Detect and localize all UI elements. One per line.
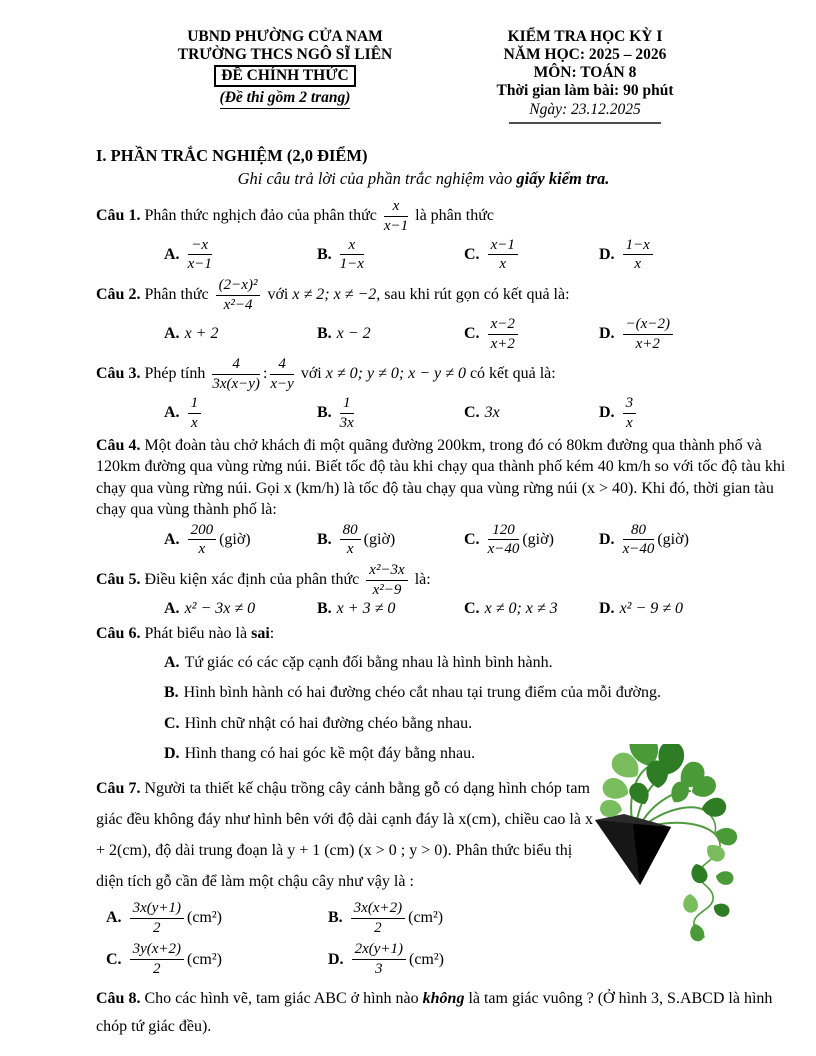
question-label: Câu 7. [96,779,141,797]
question-1-options [96,236,790,275]
question-6-option-B: B. Hình bình hành có hai đường chéo cắt nhau tại trung điểm của mỗi đường. [164,684,661,702]
question-2-options [96,315,790,354]
fraction: $\frac{2x(y+1)}{3}$ [352,941,406,978]
question-1-option-C [464,236,599,275]
page-count-note: (Đề thi gồm 2 trang) [220,89,351,109]
question-4-option-D: D. $\frac{80}{x-40}$ (giờ) [599,521,689,558]
question-label: Câu 2. [96,286,141,304]
plant-pot-figure [592,744,777,949]
fraction: $\frac{\text{(2−x)²}}{\text{x²−4}}$ [216,277,261,314]
question-5-option-C: C. x ≠ 0; x ≠ 3 [464,599,558,617]
question-1-option-D [599,236,656,275]
option-letter: D. [164,745,180,763]
fraction: $\frac{\text{x²−3x}}{\text{x²−9}}$ [366,562,407,599]
question-label: Câu 6. [96,624,141,642]
option-letter: B. [317,404,332,422]
question-label: Câu 1. [96,206,141,224]
question-label: Câu 8. [96,989,141,1007]
question-5-options [96,600,790,618]
question-5-stem: Câu 5. Điều kiện xác định của phân thức $\frac{\text{x²−3x}}{\text{x²−9}}$ là: [96,562,431,598]
question-3-options [96,394,790,433]
question-7-option-B: B. $\frac{3x(x+2)}{2}$ (cm²) [328,899,444,936]
question-7-option-C: C. $\frac{3y(x+2)}{2}$ (cm²) [106,941,222,978]
fraction: $\frac{3x(y+1)}{2}$ [130,900,184,937]
header-right [435,28,735,124]
option-letter: A. [164,599,180,617]
option-letter: C. [464,404,480,422]
question-3 [96,355,790,432]
option-letter: D. [599,404,615,422]
question-2-option-C [464,315,599,354]
question-1-option-A [164,236,317,275]
option-letter: C. [464,599,480,617]
section-instruction: Ghi câu trả lời của phần trắc nghiệm vào giấy kiểm tra. [237,169,610,188]
question-5-option-A: A. x² − 3x ≠ 0 [164,599,256,617]
option-letter: B. [317,325,332,343]
option-letter: C. [464,530,480,548]
fraction: $\frac{200}{x}$ [188,522,217,559]
fraction: $\frac{3x(x+2)}{2}$ [351,900,405,937]
question-2 [96,276,790,353]
question-3-option-A [164,394,317,433]
option-letter: D. [599,325,615,343]
fraction: $\frac{-x}{x-1}$ [187,236,212,273]
question-6-option-C: C. Hình chữ nhật có hai đường chéo bằng nhau. [164,714,473,732]
subject: MÔN: TOÁN 8 [533,64,637,81]
question-label: Câu 5. [96,571,141,589]
option-letter: B. [317,530,332,548]
question-label: Câu 3. [96,365,141,383]
section-title: I. PHẦN TRẮC NGHIỆM (2,0 ĐIỂM) [96,146,368,165]
fraction: $\frac{3}{x}$ [623,395,637,432]
question-1-option-B [317,236,464,275]
exam-date: Ngày: 23.12.2025 [509,101,661,124]
option-letter: B. [317,245,332,263]
option-letter: A. [164,530,180,548]
question-6-stem: Câu 6. Phát biểu nào là sai: [96,624,275,642]
question-1 [96,197,790,274]
exam-title: KIỂM TRA HỌC KỲ I [507,28,663,45]
question-2-option-B: B. x − 2 [317,325,371,343]
fraction: $\frac{120}{x-40}$ [487,521,520,558]
option-letter: A. [164,245,180,263]
question-2-stem: Câu 2. Phân thức $\frac{\text{(2−x)²}}{\text{x²−4}}$ với x ≠ 2; x ≠ −2, sau khi rút gọn có kết quả là: [96,277,570,313]
fraction: $\frac{x-2}{x+2}$ [488,316,518,353]
option-letter: B. [164,684,179,702]
option-letter: A. [164,653,180,671]
question-6-option-D: D. Hình thang có hai góc kề một đáy bằng nhau. [164,745,476,763]
fraction: $\frac{-(x-2)}{x+2}$ [623,316,673,353]
question-4-options [96,521,790,560]
fraction: $\frac{80}{x}$ [340,522,361,559]
question-7-option-D: D. $\frac{2x(y+1)}{3}$ (cm²) [328,941,444,978]
option-letter: D. [599,599,615,617]
option-letter: D. [599,530,615,548]
option-letter: D. [328,950,344,968]
question-7-option-A: A. $\frac{3x(y+1)}{2}$ (cm²) [106,899,222,936]
school-name: TRƯỜNG THCS NGÔ SĨ LIÊN [177,46,393,63]
official-exam-badge: ĐỀ CHÍNH THỨC [214,65,355,87]
question-4-option-A: A. $\frac{200}{x}$ (giờ) [164,521,251,558]
question-4-option-B: B. $\frac{80}{x}$ (giờ) [317,521,396,558]
question-5-option-D: D. x² − 9 ≠ 0 [599,599,684,617]
option-letter: B. [328,909,343,927]
issuing-authority: UBND PHƯỜNG CỬA NAM [187,28,383,45]
fraction: $\frac{3y(x+2)}{2}$ [130,941,184,978]
fraction: $\frac{x-1}{x}$ [488,237,518,274]
fraction: $\frac{4}{x-y}$ [270,356,294,393]
question-1-stem: Câu 1. Phân thức nghịch đảo của phân thức $\frac{x}{x-1}$ là phân thức [96,198,494,234]
fraction: $\frac{x}{1-x}$ [339,236,364,273]
question-3-stem: Câu 3. Phép tính $\frac{4}{3x(x-y)}$ : $\frac{4}{x-y}$ với x ≠ 0; y ≠ 0; x − y ≠ 0 có kết quả là: [96,356,556,393]
fraction: $\frac{80}{x-40}$ [622,521,655,558]
question-3-option-D [599,394,639,433]
school-year: NĂM HỌC: 2025 – 2026 [503,46,667,63]
header-left [135,28,435,124]
option-letter: C. [164,714,180,732]
question-4 [96,435,790,560]
option-letter: C. [464,245,480,263]
question-2-option-D [599,315,676,354]
question-3-option-C: C. 3x [464,404,500,422]
question-8 [96,985,790,1041]
option-letter: A. [164,325,180,343]
question-8-stem: Câu 8. Cho các hình vẽ, tam giác ABC ở hình nào không là tam giác vuông ? (Ở hình 3, S.ABCD là hình chóp tứ giác đều). [96,989,773,1035]
question-6-option-A: A. Tứ giác có các cặp cạnh đối bằng nhau là hình bình hành. [164,653,553,671]
fraction: $\frac{4}{3x(x-y)}$ [212,356,260,393]
question-label: Câu 4. [96,436,141,454]
exam-header [96,28,790,124]
duration: Thời gian làm bài: 90 phút [496,82,674,99]
fraction: $\frac{1-x}{x}$ [623,237,653,274]
option-letter: B. [317,599,332,617]
fraction: $\frac{1}{3x}$ [339,394,354,431]
option-letter: A. [106,909,122,927]
option-letter: C. [464,325,480,343]
question-5 [96,561,790,618]
fraction: $\frac{1}{x}$ [188,395,202,432]
option-letter: C. [106,950,122,968]
option-letter: D. [599,245,615,263]
question-5-option-B: B. x + 3 ≠ 0 [317,599,396,617]
question-4-option-C: C. $\frac{120}{x-40}$ (giờ) [464,521,554,558]
question-2-option-A: A. x + 2 [164,325,219,343]
question-7-stem: Câu 7. Người ta thiết kế chậu trồng cây cảnh bằng gỗ có dạng hình chóp tam giác đều không đáy như hình bên với độ dài cạnh đáy là x(cm), chiều cao là x + 2(cm), độ dài trung đoạn là y + 1 (cm) (x > 0 ; y > 0). Phân thức biểu thị diện tích gỗ cần để làm một chậu cây như vậy là : [96,779,593,890]
question-3-option-B [317,394,464,433]
fraction: $\frac{x}{x-1}$ [383,198,409,234]
question-4-stem: Câu 4. Một đoàn tàu chở khách đi một quãng đường 200km, trong đó có 80km đường qua thành phố và 120km đường qua vùng rừng núi. Biết tốc độ tàu khi chạy qua thành phố kém 40 km/h so với tốc độ tàu khi chạy qua vùng rừng núi. Gọi x (km/h) là tốc độ tàu chạy qua vùng rừng núi (x > 40). Khi đó, thời gian tàu chạy qua vùng thành phố là: [96,436,786,519]
option-letter: A. [164,404,180,422]
